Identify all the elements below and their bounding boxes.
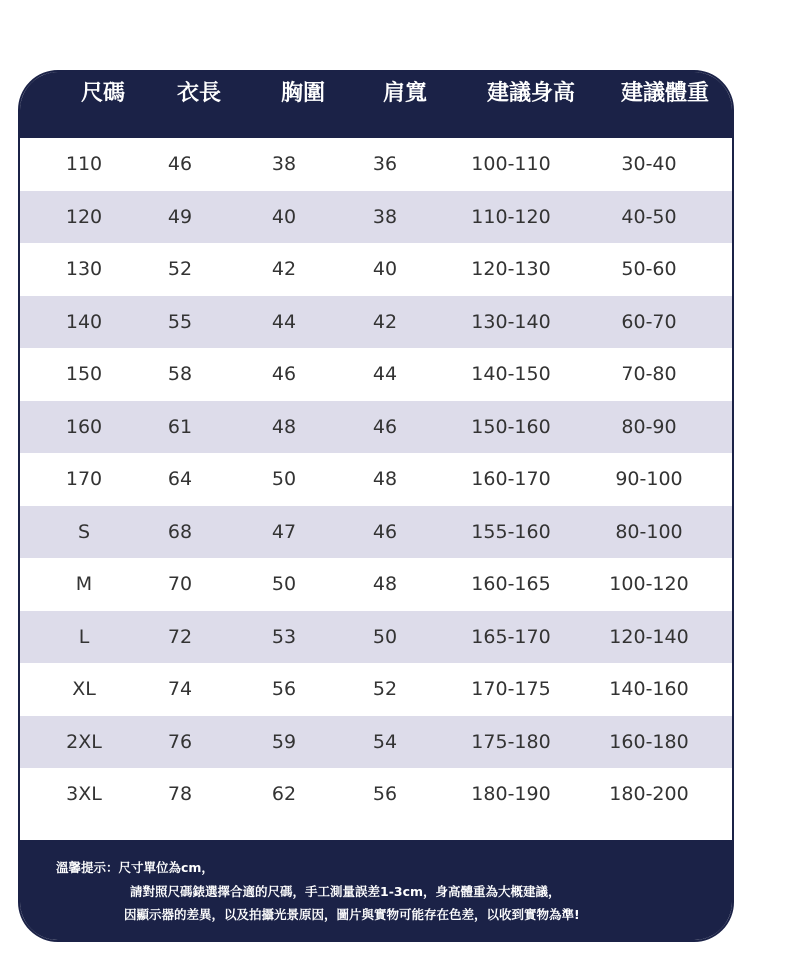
table-row xyxy=(20,138,732,191)
cell-length: 55 xyxy=(167,310,193,333)
cell-chest: 50 xyxy=(271,573,297,596)
cell-chest: 40 xyxy=(271,205,297,228)
cell-shoulder: 44 xyxy=(372,363,398,386)
cell-chest: 47 xyxy=(271,520,297,543)
table-row xyxy=(20,716,732,769)
cell-weight: 120-140 xyxy=(609,625,689,648)
cell-weight: 30-40 xyxy=(621,153,677,176)
cell-weight: 140-160 xyxy=(609,678,689,701)
cell-chest: 46 xyxy=(271,363,297,386)
cell-shoulder: 50 xyxy=(372,625,398,648)
cell-chest: 62 xyxy=(271,783,297,806)
cell-length: 46 xyxy=(167,153,193,176)
cell-weight: 60-70 xyxy=(621,310,677,333)
cell-weight: 80-90 xyxy=(621,415,677,438)
cell-shoulder: 48 xyxy=(372,573,398,596)
cell-weight: 50-60 xyxy=(621,258,677,281)
cell-height: 140-150 xyxy=(471,363,551,386)
table-row xyxy=(20,663,732,716)
header-length: 衣長 xyxy=(176,81,222,106)
cell-size: M xyxy=(75,573,93,596)
table-row xyxy=(20,348,732,401)
cell-length: 70 xyxy=(167,573,193,596)
cell-size: 2XL xyxy=(66,730,102,753)
cell-size: XL xyxy=(72,678,96,701)
cell-length: 61 xyxy=(167,415,193,438)
cell-height: 110-120 xyxy=(471,205,551,228)
cell-shoulder: 48 xyxy=(372,468,398,491)
cell-size: S xyxy=(77,520,91,543)
cell-chest: 44 xyxy=(271,310,297,333)
table-row xyxy=(20,453,732,506)
cell-size: 110 xyxy=(65,153,103,176)
cell-shoulder: 46 xyxy=(372,520,398,543)
header-height: 建議身高 xyxy=(486,81,576,106)
cell-shoulder: 36 xyxy=(372,153,398,176)
cell-chest: 50 xyxy=(271,468,297,491)
notice-line-3: 因顯示器的差異，以及拍攝光景原因，圖片與實物可能存在色差，以收到實物為準! xyxy=(124,907,580,922)
cell-length: 72 xyxy=(167,625,193,648)
cell-weight: 70-80 xyxy=(621,363,677,386)
cell-height: 160-170 xyxy=(471,468,551,491)
cell-height: 120-130 xyxy=(471,258,551,281)
cell-size: 150 xyxy=(65,363,103,386)
header-shoulder: 肩寬 xyxy=(382,81,428,106)
table-body xyxy=(20,138,732,821)
table-row xyxy=(20,296,732,349)
cell-weight: 160-180 xyxy=(609,730,689,753)
cell-chest: 56 xyxy=(271,678,297,701)
table-row xyxy=(20,506,732,559)
header-size: 尺碼 xyxy=(80,81,126,106)
cell-shoulder: 56 xyxy=(372,783,398,806)
cell-size: L xyxy=(78,625,90,648)
cell-size: 170 xyxy=(65,468,103,491)
header-chest: 胸圍 xyxy=(280,81,326,106)
cell-size: 140 xyxy=(65,310,103,333)
cell-length: 52 xyxy=(167,258,193,281)
cell-size: 160 xyxy=(65,415,103,438)
notice-line-2: 請對照尺碼錶選擇合適的尺碼，手工測量誤差1-3cm，身高體重為大概建議， xyxy=(130,884,561,899)
header-weight: 建議體重 xyxy=(620,81,710,106)
cell-chest: 59 xyxy=(271,730,297,753)
table-row xyxy=(20,558,732,611)
cell-weight: 100-120 xyxy=(609,573,689,596)
table-row xyxy=(20,243,732,296)
cell-shoulder: 38 xyxy=(372,205,398,228)
table-header xyxy=(20,72,732,138)
cell-length: 64 xyxy=(167,468,193,491)
cell-height: 170-175 xyxy=(471,678,551,701)
footer-notice xyxy=(20,840,732,942)
size-chart-card xyxy=(18,70,734,942)
cell-chest: 42 xyxy=(271,258,297,281)
cell-length: 74 xyxy=(167,678,193,701)
table-row xyxy=(20,401,732,454)
cell-chest: 53 xyxy=(271,625,297,648)
cell-size: 120 xyxy=(65,205,103,228)
cell-height: 130-140 xyxy=(471,310,551,333)
cell-chest: 48 xyxy=(271,415,297,438)
cell-height: 175-180 xyxy=(471,730,551,753)
cell-chest: 38 xyxy=(271,153,297,176)
cell-length: 76 xyxy=(167,730,193,753)
table-row xyxy=(20,191,732,244)
cell-weight: 80-100 xyxy=(615,520,683,543)
cell-weight: 180-200 xyxy=(609,783,689,806)
cell-height: 180-190 xyxy=(471,783,551,806)
cell-length: 78 xyxy=(167,783,193,806)
cell-shoulder: 42 xyxy=(372,310,398,333)
cell-height: 155-160 xyxy=(471,520,551,543)
cell-height: 165-170 xyxy=(471,625,551,648)
cell-shoulder: 46 xyxy=(372,415,398,438)
cell-size: 130 xyxy=(65,258,103,281)
cell-weight: 90-100 xyxy=(615,468,683,491)
cell-shoulder: 52 xyxy=(372,678,398,701)
cell-shoulder: 40 xyxy=(372,258,398,281)
cell-shoulder: 54 xyxy=(372,730,398,753)
notice-line-1: 溫馨提示：尺寸單位為cm， xyxy=(56,860,214,875)
cell-length: 49 xyxy=(167,205,193,228)
cell-height: 150-160 xyxy=(471,415,551,438)
cell-height: 160-165 xyxy=(471,573,551,596)
cell-height: 100-110 xyxy=(471,153,551,176)
cell-weight: 40-50 xyxy=(621,205,677,228)
table-row xyxy=(20,611,732,664)
cell-size: 3XL xyxy=(66,783,102,806)
cell-length: 68 xyxy=(167,520,193,543)
table-row xyxy=(20,768,732,821)
cell-length: 58 xyxy=(167,363,193,386)
